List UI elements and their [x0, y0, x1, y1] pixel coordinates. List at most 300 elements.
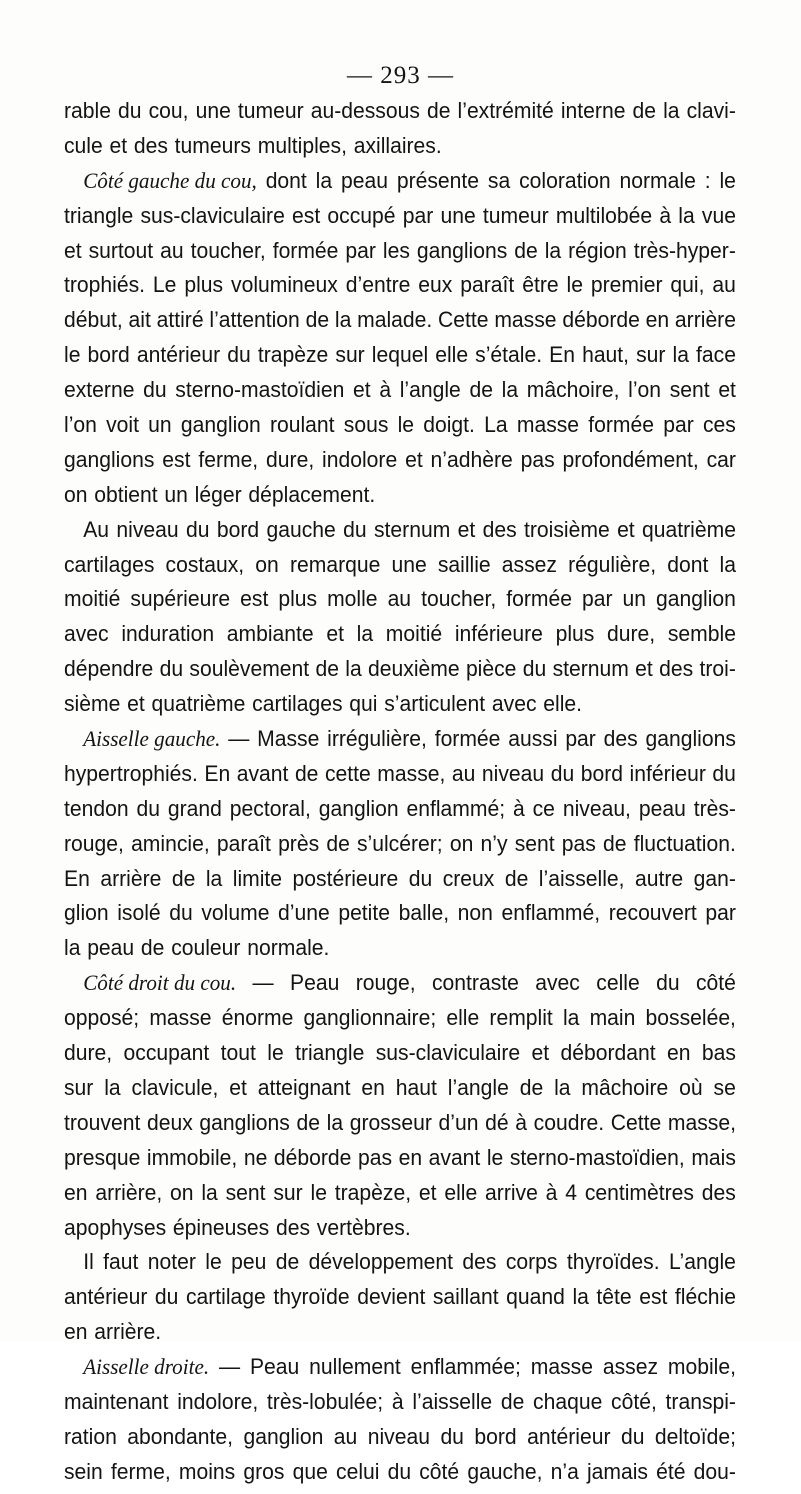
word: ganglions: [416, 237, 508, 263]
word: hypertrophiés.: [64, 760, 198, 786]
word: volume: [201, 900, 270, 926]
word: troisième: [524, 516, 610, 542]
word: coudre.: [533, 1109, 605, 1135]
word: centimètres: [584, 1179, 694, 1205]
word: ganglion: [318, 795, 399, 821]
word: et: [229, 1074, 247, 1100]
word: ait: [128, 307, 151, 333]
word: ganglion: [656, 586, 736, 612]
word: cou,: [148, 98, 189, 123]
word: niveau: [367, 1423, 430, 1449]
text-line: [64, 726, 736, 761]
word: remarque: [289, 551, 381, 577]
word: par: [565, 726, 596, 752]
text-line: [64, 656, 736, 691]
word: au: [333, 1423, 358, 1449]
word: d’un: [438, 1109, 479, 1135]
word: sterno-mastoïdien,: [509, 1144, 685, 1170]
word: doigt.: [423, 412, 475, 438]
word: énorme: [221, 1005, 294, 1031]
word: de: [500, 1388, 525, 1414]
word: se: [713, 1074, 736, 1100]
word: le: [397, 412, 415, 438]
word: d’entre: [345, 272, 411, 298]
word: trapèze,: [334, 1179, 412, 1205]
word: antérieur: [64, 1284, 148, 1310]
word: grosseur: [349, 1109, 432, 1135]
body-text: [64, 98, 736, 1494]
word: à: [659, 202, 672, 228]
word: eux: [418, 272, 453, 298]
word: plus: [555, 621, 595, 647]
word: mâchoire: [581, 1074, 669, 1100]
word: main: [589, 1005, 636, 1031]
word: bosselée,: [645, 1005, 736, 1031]
word: arrière.: [94, 1319, 162, 1345]
word: l’on: [628, 377, 662, 403]
italic-heading: Aisselle droite.: [83, 1354, 210, 1380]
word: trapèze: [257, 342, 329, 368]
word: En: [64, 865, 90, 891]
word: des: [701, 1179, 736, 1205]
text-line: [64, 1354, 736, 1389]
word: antérieur: [527, 1423, 611, 1449]
word: côté: [419, 1458, 460, 1484]
word: attiré: [156, 307, 204, 333]
word: l’attention: [209, 307, 300, 333]
word: celui: [336, 1458, 380, 1484]
word: très-: [693, 795, 736, 821]
word: occupant: [123, 1040, 210, 1066]
text-line: [64, 377, 736, 412]
word: s’ulcérer;: [356, 830, 443, 856]
word: fluctuation.: [633, 830, 736, 856]
word: est: [240, 586, 269, 612]
word: des: [133, 132, 168, 158]
word: devient: [357, 1284, 426, 1310]
word: sur: [273, 1179, 303, 1205]
word: paraît: [216, 830, 271, 856]
word: du: [656, 970, 680, 996]
word: de: [305, 307, 330, 333]
word: sur: [636, 342, 666, 368]
word: mais: [691, 1144, 736, 1170]
word: voit: [106, 412, 139, 438]
word: vue: [701, 202, 736, 228]
word: fléchie: [674, 1284, 736, 1310]
word: saillie: [437, 551, 491, 577]
word: formée: [434, 726, 501, 752]
word: sus-claviculaire: [375, 1040, 521, 1066]
word: dont: [667, 551, 709, 577]
word: le: [486, 1144, 504, 1170]
word: en: [361, 1074, 385, 1100]
word: pièce: [465, 656, 517, 682]
text-line: [64, 796, 736, 831]
word: s’articulent: [384, 691, 486, 717]
word: niveau: [481, 760, 545, 786]
word: quand: [506, 1284, 565, 1310]
word: triangle: [295, 1040, 365, 1066]
word: cartilage: [185, 1284, 266, 1310]
text-line: [64, 970, 736, 1005]
word: Masse: [257, 726, 320, 752]
word: La: [484, 412, 508, 438]
word: l’angle: [447, 1074, 509, 1100]
word: pas: [357, 1144, 393, 1170]
word: près: [278, 830, 320, 856]
word: on: [170, 1179, 194, 1205]
word: rouge,: [64, 830, 124, 856]
word: assez: [501, 551, 557, 577]
word: début,: [64, 307, 123, 333]
word: dont: [265, 167, 307, 193]
word: régulière,: [568, 551, 657, 577]
word: —: [252, 970, 274, 996]
text-line: [64, 238, 736, 273]
word: par: [345, 237, 376, 263]
word: on: [255, 551, 279, 577]
word: le: [267, 1040, 284, 1066]
word: la: [201, 1179, 218, 1205]
word: tout: [220, 1040, 256, 1066]
word: la: [562, 1005, 580, 1031]
word: roulant: [269, 412, 335, 438]
word: irrégulière,: [327, 726, 427, 752]
text-line: [64, 1249, 736, 1284]
word: pas: [561, 830, 596, 856]
word: masse: [149, 1005, 212, 1031]
word: toucher,: [190, 237, 266, 263]
word: le: [719, 167, 736, 193]
word: déplacement.: [248, 481, 376, 507]
word: déborde: [562, 307, 640, 333]
word: et: [326, 621, 344, 647]
word: en: [64, 1319, 88, 1345]
word: noter: [147, 1249, 196, 1275]
text-line: [64, 1424, 736, 1459]
word: au: [160, 237, 184, 263]
word: mâchoire,: [526, 377, 620, 403]
word: tendon: [64, 795, 129, 821]
word: et: [64, 237, 82, 263]
text-line: [64, 1389, 736, 1424]
word: est: [162, 446, 191, 472]
text-line: [64, 1215, 736, 1250]
word: toucher,: [421, 586, 497, 612]
word: l’angle: [399, 377, 461, 403]
word: déborde: [273, 1144, 352, 1170]
word: —: [218, 1354, 241, 1380]
word: en: [64, 1179, 88, 1205]
word: ferme,: [198, 446, 259, 472]
text-line: [64, 342, 736, 377]
word: soulèvement: [189, 656, 310, 682]
word: côté: [695, 970, 736, 996]
word: des: [275, 1214, 311, 1240]
word: moitié: [64, 586, 121, 612]
word: l’aisselle,: [538, 865, 625, 891]
word: des: [482, 516, 517, 542]
word: de: [519, 1074, 544, 1100]
word: coloration: [519, 167, 611, 193]
text-line: [64, 691, 736, 726]
word: développement: [308, 1249, 454, 1275]
word: la: [334, 307, 352, 333]
word: petite: [338, 900, 390, 926]
word: de: [469, 377, 493, 403]
word: la: [205, 865, 223, 891]
word: tumeur: [237, 98, 304, 123]
word: s’étale.: [475, 342, 543, 368]
word: faut: [103, 1249, 139, 1275]
word: dure,: [64, 1040, 113, 1066]
text-line: [64, 272, 736, 307]
word: et: [531, 1040, 550, 1066]
text-line: [64, 203, 736, 238]
word: que: [292, 1458, 328, 1484]
word: le: [205, 1249, 222, 1275]
word: arrière: [100, 865, 162, 891]
word: gauche: [266, 516, 336, 542]
word: du: [343, 516, 367, 542]
word: la: [672, 342, 689, 368]
word: glion: [64, 900, 109, 926]
word: dou-: [693, 1458, 736, 1484]
text-line: [64, 586, 736, 621]
word: sur: [64, 1074, 94, 1100]
word: elle.: [543, 691, 583, 717]
word: pectoral,: [229, 795, 311, 821]
word: la: [544, 237, 562, 263]
word: moins: [178, 1458, 236, 1484]
word: haut,: [582, 342, 630, 368]
word: en: [645, 307, 670, 333]
word: sterno-mastoïdien: [175, 377, 345, 403]
word: malade.: [357, 307, 433, 333]
word: multilobée: [555, 202, 653, 228]
word: avant: [428, 1144, 481, 1170]
word: cette: [324, 760, 371, 786]
word: dé: [485, 1109, 509, 1135]
word: dépendre: [64, 656, 154, 682]
word: présente: [396, 167, 480, 193]
word: gan-: [693, 865, 736, 891]
word: premier: [590, 272, 663, 298]
word: balle,: [398, 900, 450, 926]
word: assez: [602, 1354, 659, 1380]
word: n’a: [550, 1458, 579, 1484]
word: car: [706, 446, 736, 472]
word: la: [719, 551, 736, 577]
word: le: [310, 1179, 327, 1205]
word: à: [379, 377, 392, 403]
text-line: [64, 1075, 736, 1110]
word: et: [353, 377, 371, 403]
word: côté,: [611, 1388, 657, 1414]
word: sur: [335, 342, 365, 368]
word: semble: [667, 621, 736, 647]
word: quatrième: [642, 516, 736, 542]
word: sous: [343, 412, 389, 438]
word: deltoïde;: [654, 1423, 736, 1449]
word: elle: [446, 1005, 480, 1031]
word: la: [356, 621, 374, 647]
word: opposé;: [64, 1005, 140, 1031]
word: deuxième: [368, 656, 460, 682]
italic-heading: Côté droit du cou.: [83, 970, 237, 996]
text-line: [64, 1284, 736, 1319]
word: quatrième: [151, 691, 246, 717]
word: enflammé,: [501, 900, 601, 926]
text-line: [64, 1319, 736, 1354]
word: du: [522, 656, 547, 682]
word: grand: [167, 795, 222, 821]
word: et: [405, 446, 423, 472]
word: sa: [487, 167, 511, 193]
word: du: [712, 760, 736, 786]
word: du: [159, 656, 184, 682]
word: molle: [327, 586, 378, 612]
word: un: [164, 481, 188, 507]
word: amincie,: [131, 830, 210, 856]
word: de: [296, 1109, 320, 1135]
word: n’y: [480, 830, 508, 856]
text-line: [64, 1180, 736, 1215]
word: limite: [232, 865, 283, 891]
word: autre: [634, 865, 684, 891]
word: atteignant: [257, 1074, 351, 1100]
word: isolé: [117, 900, 161, 926]
word: tumeurs: [174, 132, 251, 158]
word: normale: [619, 167, 696, 193]
word: la: [501, 377, 519, 403]
word: sus-claviculaire: [140, 202, 285, 228]
word: on: [449, 830, 474, 856]
word: rable: [64, 98, 111, 123]
text-line: [64, 1459, 736, 1494]
word: avec: [64, 621, 109, 647]
word: elle: [444, 1179, 478, 1205]
word: En: [204, 760, 231, 786]
text-line: [64, 935, 736, 970]
word: antérieur: [136, 342, 221, 368]
word: du: [118, 98, 142, 123]
word: masse: [494, 307, 557, 333]
text-line: [64, 866, 736, 901]
text-line: [64, 168, 736, 203]
word: postérieure: [292, 865, 399, 891]
word: du: [408, 865, 433, 891]
word: induration: [121, 621, 215, 647]
word: sent: [225, 1179, 266, 1205]
word: région: [568, 237, 627, 263]
word: pas: [520, 446, 555, 472]
word: du: [136, 795, 160, 821]
word: au-dessous: [310, 98, 420, 123]
word: niveau: [116, 516, 179, 542]
word: la: [678, 202, 695, 228]
word: ganglionnaire;: [303, 1005, 437, 1031]
word: arrive: [485, 1179, 538, 1205]
word: du: [185, 516, 210, 542]
text-line: [64, 517, 736, 552]
word: débordant: [560, 1040, 656, 1066]
word: gros: [243, 1458, 285, 1484]
word: n’adhère: [430, 446, 513, 472]
text-line: [64, 1145, 736, 1180]
word: celle: [596, 970, 640, 996]
word: des: [659, 656, 694, 682]
word: Cette: [610, 1109, 662, 1135]
word: des: [462, 1249, 497, 1275]
word: et: [418, 1179, 437, 1205]
word: très-lobulée;: [266, 1388, 384, 1414]
word: recouvert: [608, 900, 697, 926]
word: de: [326, 830, 350, 856]
word: Au: [83, 516, 110, 542]
word: du: [227, 342, 251, 368]
word: sent: [669, 377, 710, 403]
word: épineuses: [172, 1214, 270, 1240]
word: dure,: [266, 446, 315, 472]
word: Il: [83, 1249, 94, 1275]
word: En: [549, 342, 576, 368]
word: ganglion: [180, 412, 261, 438]
word: Le: [152, 272, 177, 298]
word: une: [391, 551, 427, 577]
word: peu: [231, 1249, 267, 1275]
word: sternum: [373, 516, 451, 542]
word: la: [326, 1109, 344, 1135]
word: en: [667, 1040, 691, 1066]
word: Peau: [290, 970, 340, 996]
word: est: [292, 202, 321, 228]
word: face: [696, 342, 736, 368]
word: triangle: [64, 202, 134, 228]
word: presque: [64, 1144, 141, 1170]
word: non: [457, 900, 493, 926]
word: un: [148, 412, 172, 438]
word: tumeur: [482, 202, 549, 228]
word: un: [622, 586, 647, 612]
word: cule: [64, 132, 103, 158]
text-line: [64, 133, 736, 168]
word: la: [663, 98, 680, 123]
word: saillant: [432, 1284, 499, 1310]
word: et: [617, 516, 635, 542]
word: l’on: [64, 412, 97, 438]
word: par: [581, 586, 613, 612]
word: nullement: [309, 1354, 401, 1380]
word: où: [679, 1074, 703, 1100]
word: du: [387, 1458, 412, 1484]
word: profondément,: [562, 446, 699, 472]
word: :: [704, 167, 711, 193]
word: été: [656, 1458, 686, 1484]
word: et: [457, 516, 476, 542]
text-line: [64, 621, 736, 656]
word: de: [140, 935, 165, 961]
text-line: [64, 447, 736, 482]
word: niveau,: [562, 795, 631, 821]
word: la: [315, 167, 333, 193]
word: volumineux: [231, 272, 338, 298]
text-line: [64, 900, 736, 935]
word: peau: [340, 167, 388, 193]
word: léger: [194, 481, 242, 507]
word: à: [515, 1109, 528, 1135]
